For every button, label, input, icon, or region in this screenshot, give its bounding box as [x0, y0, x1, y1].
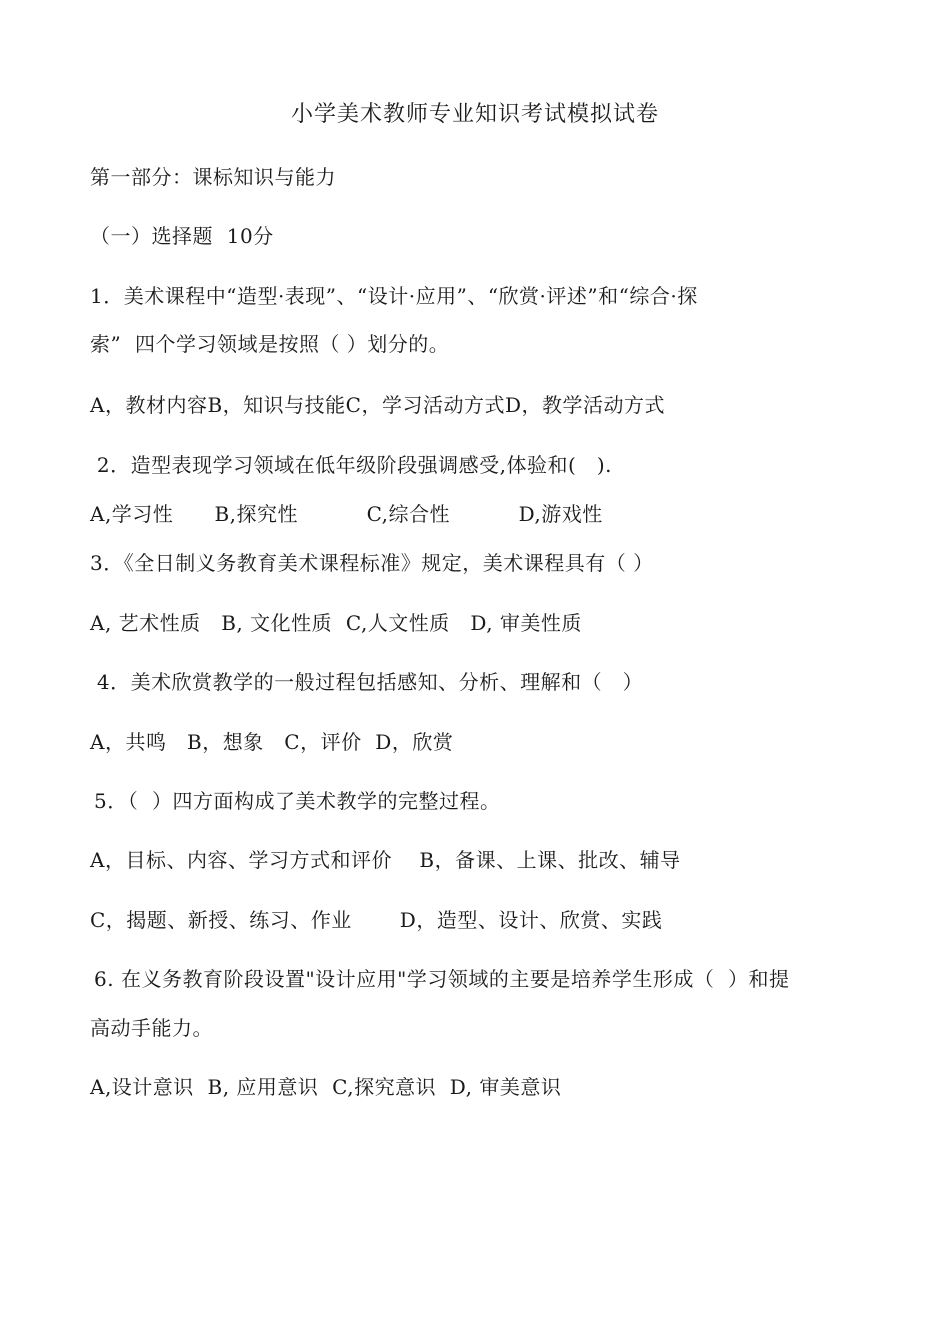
question-6-stem-line1: 6. 在义务教育阶段设置"设计应用"学习领域的主要是培养学生形成（ ）和提 [94, 967, 790, 991]
page-title: 小学美术教师专业知识考试模拟试卷 [290, 102, 659, 127]
question-2-stem: 2．造型表现学习领域在低年级阶段强调感受,体验和( ). [90, 453, 612, 477]
question-4-stem: 4．美术欣赏教学的一般过程包括感知、分析、理解和（ ） [90, 670, 644, 694]
question-6-stem-line2: 高动手能力。 [90, 1016, 213, 1040]
question-3-options: A, 艺术性质 B, 文化性质 C,人文性质 D, 审美性质 [90, 611, 582, 635]
question-5-options-line2: C，揭题、新授、练习、作业 D，造型、设计、欣赏、实践 [90, 908, 663, 932]
question-2-options: A,学习性 B,探究性 C,综合性 D,游戏性 [90, 502, 603, 526]
part-heading: 第一部分：课标知识与能力 [90, 165, 336, 189]
question-5-stem: 5．（ ）四方面构成了美术教学的完整过程。 [94, 789, 501, 813]
question-6-options: A,设计意识 B, 应用意识 C,探究意识 D, 审美意识 [90, 1075, 562, 1099]
question-3-stem: 3．《全日制义务教育美术课程标准》规定，美术课程具有（ ） [90, 551, 654, 575]
question-1-stem-line1: 1．美术课程中“造型·表现”、“设计·应用”、“欣赏·评述”和“综合·探 [90, 284, 698, 308]
section-heading: （一）选择题 10分 [90, 224, 274, 248]
question-1-options: A，教材内容B，知识与技能C，学习活动方式D，教学活动方式 [90, 393, 665, 417]
question-5-options-line1: A，目标、内容、学习方式和评价 B，备课、上课、批改、辅导 [90, 848, 681, 872]
question-1-stem-line2: 索” 四个学习领域是按照（ ）划分的。 [90, 332, 450, 356]
question-4-options: A，共鸣 B，想象 C，评价 D，欣赏 [90, 730, 454, 754]
